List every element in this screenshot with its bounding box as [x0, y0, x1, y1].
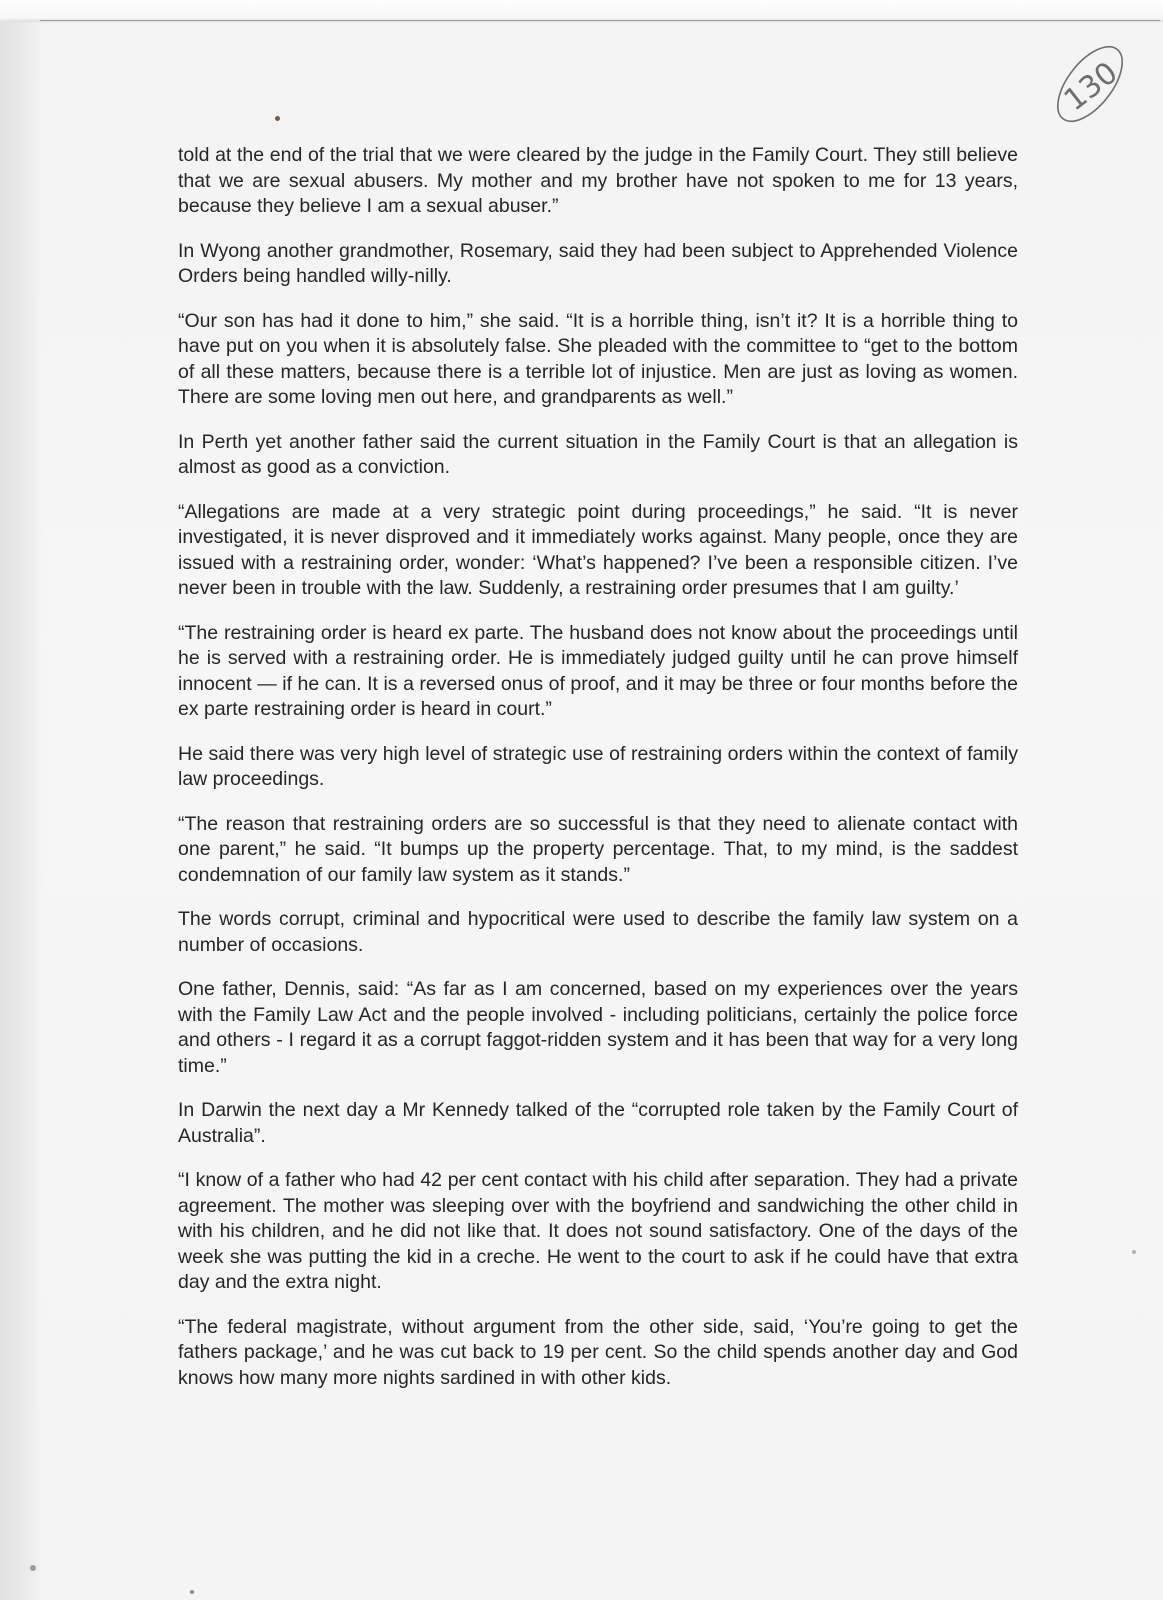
dust-speck: [190, 1590, 194, 1594]
paragraph: In Wyong another grandmother, Rosemary, said they had been subject to Apprehended Violence Orders being handled willy-nilly.: [178, 239, 1018, 287]
paragraph: “The reason that restraining orders are so successful is that they need to alienate contact with one parent,” he said. “It bumps up the property percentage. That, to my mind, is the saddest condemnation of our family law system as it stands.”: [178, 812, 1018, 886]
paragraph: “Allegations are made at a very strategic point during proceedings,” he said. “It is never investigated, it is never disproved and it immediately works against. Many people, once they are issued with a restraining order, wonder: ‘What’s happened? I’ve been a responsible citizen. I’ve never been in trouble with the law. Suddenly, a restraining order presumes that I am guilty.’: [178, 500, 1018, 599]
scan-left-shadow: [0, 0, 42, 1600]
paragraph: In Darwin the next day a Mr Kennedy talked of the “corrupted role taken by the Family Court of Australia”.: [178, 1099, 1018, 1147]
article-body: [178, 143, 1018, 1410]
page-top-border: [40, 20, 1160, 21]
dust-speck: [30, 1565, 36, 1571]
handwritten-page-number: [1052, 38, 1132, 138]
paragraph: “The restraining order is heard ex parte. The husband does not know about the proceedings until he is served with a restraining order. He is immediately judged guilty until he can prove himself innocent — if he can. It is a reversed onus of proof, and it may be three or four months before the ex parte restraining order is heard in court.”: [178, 621, 1018, 720]
dust-speck: [1132, 1250, 1136, 1254]
paragraph: One father, Dennis, said: “As far as I am concerned, based on my experiences over the years with the Family Law Act and the people involved - including politicians, certainly the police force and others - I regard it as a corrupt faggot-ridden system and it has been that way for a very long time.”: [178, 978, 1018, 1077]
scan-top-edge: [0, 0, 1163, 22]
paragraph: “Our son has had it done to him,” she said. “It is a horrible thing, isn’t it? It is a horrible thing to have put on you when it is absolutely false. She pleaded with the committee to “get to the bottom of all these matters, because there is a terrible lot of injustice. Men are just as loving as women. There are some loving men out here, and grandparents as well.”: [178, 309, 1018, 408]
paragraph: told at the end of the trial that we were cleared by the judge in the Family Court. They still believe that we are sexual abusers. My mother and my brother have not spoken to me for 13 years, because they believe I am a sexual abuser.”: [178, 144, 1018, 217]
paragraph: The words corrupt, criminal and hypocritical were used to describe the family law system on a number of occasions.: [178, 908, 1018, 956]
page-number-text: 130: [1057, 55, 1125, 119]
paragraph: “I know of a father who had 42 per cent contact with his child after separation. They had a private agreement. The mother was sleeping over with the boyfriend and sandwiching the other child in with his children, and he did not like that. It does not sound satisfactory. One of the days of the week she was putting the kid in a creche. He went to the court to ask if he could have that extra day and the extra night.: [178, 1169, 1018, 1293]
paragraph: “The federal magistrate, without argument from the other side, said, ‘You’re going to get the fathers package,’ and he was cut back to 19 per cent. So the child spends another day and God knows how many more nights sardined in with other kids.: [178, 1315, 1018, 1389]
paragraph: He said there was very high level of strategic use of restraining orders within the context of family law proceedings.: [178, 742, 1018, 790]
dust-speck: [275, 116, 280, 121]
paragraph: In Perth yet another father said the current situation in the Family Court is that an allegation is almost as good as a conviction.: [178, 430, 1018, 478]
